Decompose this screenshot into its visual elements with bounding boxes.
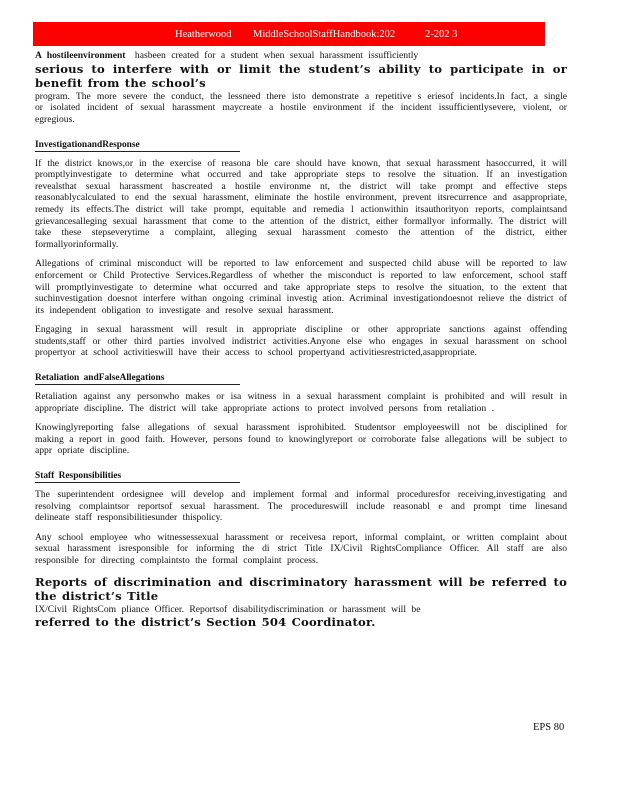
staff-paragraph-2: Any school employee who witnessessexual harassment or receivesa report, informal complaint, or written complaint about sexual harassment isresponsible for informing the di strict Title IX/Civil RightsCompliance Officer. All staff are also responsible for directing complaintsto the formal complaint process. [35,531,567,566]
staff-heading: Staff Responsibilities [35,471,240,483]
staff-paragraph-3-large-2: referred to the district’s Section 504 Coordinator. [35,615,376,630]
header-school-name: Heatherwood [175,28,232,40]
header-school-year: 2-202 3 [425,28,458,40]
page-header-bar [33,22,545,46]
investigation-paragraph-3: Engaging in sexual harassment will result in appropriate discipline or other appropriate sanctions against offending students,staff or other third parties involved indistrict activities.Anyone else who engages in sexual harassment on school propertyor at school activitieswill have their access to school propertyand activitiesrestricted,asappropriate. [35,324,567,359]
header-handbook-title: MiddleSchoolStaffHandbook:202 [253,28,396,40]
investigation-paragraph-1: If the district knows,or in the exercise of reasona ble care should have known, that sexual harassment hasoccurred, it will promptlyinvestigate to determine what occurred and take appropriate steps to resolve the situation. If an investigation revealsthat sexual harassment hascreated a hostile environme nt, the district will take prompt and effective steps reasonablycalculated to end the sexual harassment, eliminate the hostile environment, prevent itsrecurrence and asappropriate, remedy its effects.The district will take prompt, equitable and remedia l actionwithin itsauthorityon reports, complaintsand grievancesalleging sexual harassment that come to the attention of the district, either formallyor informally. The district will take these stepseverytime a complaint, alleging sexual harassment comesto the attention of the district, either formallyorinformally. [35,157,567,250]
hostile-environment-text-1: hasbeen created for a student when sexual harassment issufficiently [134,50,419,61]
hostile-environment-lead: A hostileenvironment [35,50,126,61]
page-number: EPS 80 [533,722,565,733]
investigation-heading: InvestigationandResponse [35,140,240,152]
staff-paragraph-3-small: IX/Civil RightsCom pliance Officer. Reportsof disabilitydiscrimination or harassment will be [35,603,421,615]
retaliation-paragraph-1: Retaliation against any personwho makes or isa witness in a sexual harassment complaint is prohibited and will result in appropriate discipline. The district will take appropriate actions to protect involved persons from retaliation . [35,391,567,414]
hostile-environment-paragraph [35,50,567,126]
document-body [35,50,567,638]
hostile-environment-text-2: program. The more severe the conduct, the lessneed there isto demonstrate a repetitive s eriesof incidents.In fact, a single or isolated incident of sexual harassment maycreate a hostile environment if the incident issufficientlysevere, violent, or egregious. [35,90,567,125]
investigation-paragraph-2: Allegations of criminal misconduct will be reported to law enforcement and suspected child abuse will be reported to law enforcement or Child Protective Services.Regardless of whether the misconduct is reported to law enforcement, school staff will promptlyinvestigate to determine what occurred and take appropriate steps to resolve the situation, to the extent that suchinvestigation doesnot interfere withan ongoing criminal investig ation. Acriminal investigationdoesnot relieve the district of its independent obligation to investigate and resolve sexual harassment. [35,258,567,316]
retaliation-heading: Retaliation andFalseAllegations [35,373,240,385]
hostile-environment-large-text: serious to interfere with or limit the student’s ability to participate in or benefit from the school’s [35,61,567,91]
staff-paragraph-3-large-1: Reports of discrimination and discriminatory harassment will be referred to the district’s Title [35,574,567,604]
retaliation-paragraph-2: Knowinglyreporting false allegations of sexual harassment isprohibited. Studentsor employeeswill not be disciplined for making a report in good faith. However, persons found to knowinglyreport or corroborate false allegations will be subject to appr opriate discipline. [35,422,567,457]
staff-paragraph-3 [35,575,567,630]
staff-paragraph-1: The superintendent ordesignee will develop and implement formal and informal proceduresfor receiving,investigating and resolving complaintsor reportsof sexual harassment. The procedureswill include reasonabl e and prompt time linesand delineate staff responsibilitiesunder thispolicy. [35,489,567,524]
